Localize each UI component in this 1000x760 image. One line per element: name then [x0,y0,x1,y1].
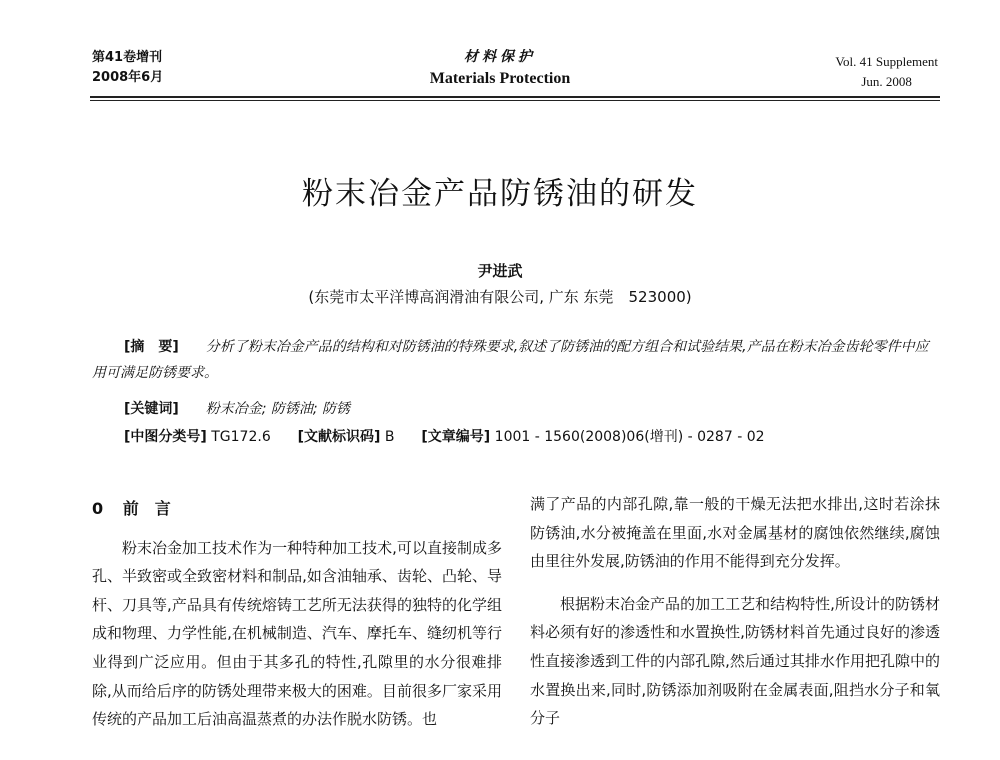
volume-cn: 第41卷增刊 [92,50,163,65]
date-cn: 2008年6月 [92,70,164,85]
header-left [92,48,163,88]
section-title: 前 言 [122,499,171,518]
journal-name-cn: 材料保护 [464,49,536,65]
paragraph: 粉末冶金加工技术作为一种特种加工技术,可以直接制成多孔、半致密或全致密材料和制品,如含油轴承、齿轮、凸轮、导杆、刀具等,产品具有传统熔铸工艺所无法获得的独特的化学组成和物理、力学性能,在机械制造、汽车、摩托车、缝纫机等行业得到广泛应用。但由于其多孔的特性,孔隙里的水分很难排除,从而给后序的防锈处理带来极大的困难。目前很多厂家采用传统的产品加工后油高温蒸煮的办法作脱水防锈。也 [92,538,502,729]
abstract-label: [摘 要] [124,339,179,355]
author-name: 尹进武 [477,262,523,280]
classification-line [92,424,974,450]
running-header [0,0,1000,100]
date-en: Jun. 2008 [861,74,912,89]
keywords [92,396,974,422]
article-number-label: [文章编号] [421,429,491,445]
section-number: 0 [92,499,104,518]
keywords-text: 粉末冶金; 防锈油; 防锈 [205,401,351,417]
section-heading [92,495,502,524]
article-number-value: 1001 - 1560(2008)06(增刊) - 0287 - 02 [494,429,765,445]
keywords-label: [关键词] [124,401,179,417]
header-rule-thick [90,96,940,98]
body-column-right [530,490,940,733]
body-column-left [92,495,502,734]
volume-en: Vol. 41 Supplement [835,54,938,69]
paper-title: 粉末冶金产品防锈油的研发 [302,176,698,212]
header-center [400,46,600,90]
abstract-text: 分析了粉末冶金产品的结构和对防锈油的特殊要求,叙述了防锈油的配方组合和试验结果,产品在粉末冶金齿轮零件中应用可满足防锈要求。 [92,339,929,381]
header-rule-thin [90,100,940,101]
journal-name-en: Materials Protection [429,70,571,87]
author-affiliation: (东莞市太平洋博高润滑油有限公司, 广东 东莞 523000) [308,288,692,306]
paragraph: 满了产品的内部孔隙,靠一般的干燥无法把水排出,这时若涂抹防锈油,水分被掩盖在里面,水对金属基材的腐蚀依然继续,腐蚀由里往外发展,防锈油的作用不能得到充分发挥。 [530,495,940,571]
clc-value: TG172.6 [211,429,271,445]
doc-code-label: [文献标识码] [297,429,381,445]
paragraph: 根据粉末冶金产品的加工工艺和结构特性,所设计的防锈材料必须有好的渗透性和水置换性,防锈材料首先通过良好的渗透性直接渗透到工件的内部孔隙,然后通过其排水作用把孔隙中的水置换出来,同时,防锈添加剂吸附在金属表面,阻挡水分子和氧分子 [530,594,940,728]
header-right [835,52,938,92]
clc-label: [中图分类号] [124,429,207,445]
doc-code-value: B [384,429,395,445]
abstract [92,334,942,386]
